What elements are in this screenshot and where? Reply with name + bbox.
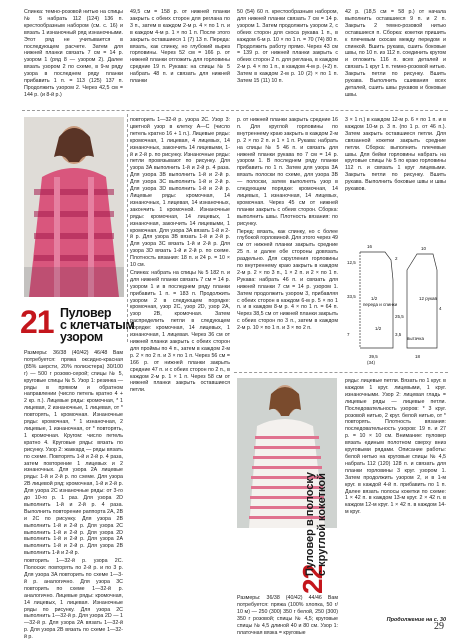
column-4-body: 3 × 1 п.) в каждом 12-м р. 6 × по 1 п. и в каждом 10-м р. 3 п. (по 1 р. от 46 п.). Затем закрыть оставшиеся петли. Для связанной кокетки закрыть средние петли. Сборка: выполнить плечевые швы. Для бейки горловины набрать на круговые спицы № 5 по краю горловины 112 п. и связать 1 круг лицевыми. Закрыть петли по рисунку. Вшить рукава. Выполнить боковые швы и швы рукавов. (345, 117, 446, 193)
column-1-top: Спинка: темно-розовой нитью на спицы № 5 набрать 112 (124) 136 п. крестообразным набором (см. с. 16) и вязать 1 изнаночный ряд изнаночными. Этот ряд не учитывается в последующем расчете. Затем для нижней планки связать 7 см = 14 р. узором 1 (ряд 8 — узором 2). Далее вязать узором 2 по схеме, в 9-м ряду узора в последнем ряду планки прибавить 1 п. = 113 (125) 137 п. Продолжить узором 2. Через 42,5 см = 144 р. (и 8-й р.) (24, 9, 123, 98)
pattern-21-number: 21 (20, 304, 54, 340)
diagram-label: переда и спинки (363, 302, 398, 307)
diagram-label: 1/2 (371, 296, 378, 301)
diagram-label: 3,5 (395, 332, 402, 337)
pattern-21-title-line-1: Пуловер (60, 306, 112, 320)
diagram-label: 4 (439, 306, 442, 311)
diagram-label: 25,5 (395, 314, 404, 319)
diagram-label: (34) (367, 360, 376, 365)
diagram-label: 39,5 (369, 354, 378, 359)
pattern-22-number: 22 (297, 564, 328, 594)
pattern-21-title-line-2: с клетчатым (60, 318, 135, 332)
diagram-label: 1/2 (375, 326, 382, 331)
divider-middle (234, 372, 448, 373)
diagram-label: 2 (395, 256, 398, 261)
pattern-22-title-line-1: Пуловер в полоску (304, 471, 316, 576)
pattern-diagram (345, 240, 447, 368)
diagram-label: 12 рукав (419, 296, 437, 301)
column-3-top: 50 (54) 60 п. крестообразным набором, для нижней планки связать 7 см = 14 р. узором 1. Затем продолжить узором 2, с обеих сторон для скоса рукава 1 п., в каждом 6-м р. 10 × по 1 п. = 70 (74) 80 п. Продолжить работу прямо. Через 43 см = 139 р. от нижней планки закрыть с обеих сторон 2 п. для реглана, в каждом 2-м р. 4 × по 1 п., в каждом 4-м р. (+2) п. Затем в каждом 2-м р. 10 (2) × по 1 п. Затем 15 (11) 10 п. (237, 9, 338, 85)
column-1-body: Размеры: 36/38 (40/42) 46/48 Вам потребуется: пряжа оксидно-красная (85% шерсти, 20% полиэстера) 30/100 г) — 500 г розово-серой; спицы № 5, круговые спицы № 5. Узор 1: резинка — ряды в прямом и обратном направлении (число петель кратно 4 + 2 кр. п.). Лицевые ряды: кромочная, * 1 лицевая, 2 изнаночные, 1 лицевая, от * повторять, 1 кромочная. Изнаночные ряды: кромочная, * 1 изнаночная, 2 лицевые, 1 изнаночная, от * повторять, 1 кромочная. Кругом: число петель кратно 4. Круговые ряды: вязать по рисунку. Узор 2: жаккард — ряды вязать по схеме. Повторять 1-й и 2-й р. 4 раза, затем повторение 1 лицевых и 2 изнаночных. Для узора 2А лицевые ряды: 1-й и 2-й р. по схеме. Для узора 2В лицевой ряд: кромочная, 1-й и 2-й р. Для узора 2С изнаночные ряды: от 3-го до 10-го р. 1 раз. Для узора 2D выполнить 1-й и 2-й р. 4 раза. Выполнить повторение раппорта 2А, 2В и 2С по рисунку. Для узора 2В выполнить 1-й и 2-й р. Для узора 2С выполнить 1-й и 2-й р. Для узора 2D выполнить 1-й и 2-й р. Для узора 2А выполнить 1-й и 2-й р. Для узора 2В выполнить 1-й и 2-й р. повторить 1—32-й р. узора 2С. Полоски: повторять по 2-й р. и по 3 р. Для узора 3A повторить по схеме 1—3-й р. аналогично. Для узора 3С повторить по схеме 1—32-й р. аналогично. Лицевые ряды: кромочная, 14 лицевых, 1 лицевая. Изнаночные ряды по рисунку. Для узора 2С выполнить 1—32-й р. Для узора 2D — 1—32-й р. Для узора 2А вязать 1—32-й р. Для узора 2В вязать по схеме 1—32-й р. (24, 350, 123, 641)
diagram-label: 18 (415, 354, 421, 359)
pattern-22-title-line-2: с круглой кокеткой (316, 473, 328, 576)
sleeve-outline (407, 254, 437, 348)
column-3-body: р. от нижней планки закрыть средние 16 п. Для круглой горловины по внутреннему краю закрыть в каждом 2-м р. 2 × по 2 п. и 1 × 1 п. Рукава: набрать на спицы № 5 46 п. и связать для нижней планки рукава по 7 см = 14 р. узором 1. В последнем ряду планки прибавить по 1 п. Затем для узора 3A вязать полоски по схеме, для узора 3B — полоски, затем выполнять узор в следующем порядке: кромочная, 14 лицевых, 1 изнаночная, 14 лицевых, кромочная. Через 45 см от нижней планки закрыть с обеих сторон. Сборка: выполнить швы. Плотность вязания: по рисунку. Перед: вязать, как спинку, но с более глубокой горловиной. Для этого через 49 см от нижней планки закрыть средние 25 п. и далее обе стороны довязать раздельно. Для скругления горловины по внутреннему краю закрыть в каждом 2-м р. 2 × по 3 п., 1 × 2 п. и 2 × по 1 п. Рукава: набрать 46 п. и связать для нижней планки 7 см = 14 р. узором 1. Затем продолжить узором 3, прибавляя с обеих сторон в каждом 6-м р. 5 × по 1 п. и в каждом 8-м р. 4 × по 1 п. = 64 п. Через 38,5 см от нижней планки закрыть с обеих сторон по 3 п., затем в каждом 2-м р. 10 × по 1 п. и 3 × по 2 п. (237, 117, 338, 332)
column-2-top: 49,5 см = 158 р. от нижней планки закрыть с обеих сторон для реглана по 3 п., затем в каждом 2-м р. 4 × по 1 п. и в каждом 4-м р. 1 × по 1 п. После этого закрыть оставшиеся 1 (7) 13 п. Переда: вязать, как спинку, но глубокий вырез горловины. Через 52 см = 166 р. от нижней планки отложить для горловины средние 19 п. Рукава: на спицы № 5 набрать 48 п. и связать для нижней планки (130, 9, 230, 85)
continue-note: Продолжение на с. 30 (386, 617, 446, 623)
diagram-label: 12,5 (347, 260, 356, 265)
divider-top (22, 110, 448, 111)
diagram-label: 10 (421, 246, 427, 251)
column-4-top: 42 р. (18,5 см = 58 р.) от начала выполнить оставшиеся 9 п. и 2 п. Закрыть 2 темно-розовой нитью оставшиеся п. Сборка: кокетки пришить к плечевым скосам между передом и спинкой. Вшить рукава, сшить боковые швы, по 10 п. из 112 п. соединить кругом и отложить 116 п. всех деталей и связать 1 круг 1 п. темно-розовой нитью. Закрыть петли по рисунку. Вшить рукава. Выполнить сшивания всех деталей, сшить швы рукавов и боковые швы. (345, 9, 446, 98)
diagram-label: 33,5 (347, 294, 356, 299)
column-2-body: повторить 1—32-й р. узора 2С. Узор 3: цветной узор в клетку А—С (число петель кратно 16 + 1 п.). Лицевые ряды: кромочная, 1 лицевая, 4 лицевых, 14 изнаночных, закончить 14 лицевыми, 1-й и 2-й р. по рисунку. Изнаночные ряды: петли провязывают по рисунку. Для узора 3A выполнить 1-й и 2-й р. 4 раза. Для узора 3B выполнить 1-й и 2-й р. Для узора 3C выполнить 1-й и 2-й р. Для узора 3D выполнить 1-й и 2-й р. Лицевые ряды: кромочная, 14 изнаночных, 1 лицевая, 14 изнаночных, закончить 1 кромочной. Изнаночные ряды: кромочная, 14 лицевых, 1 изнаночная, закончить 14 лицевыми, 1 кромочная. Для узора 3A вязать 1-й и 2-й р. Для узора 3B вязать 1-й и 2-й р. Для узора 3C вязать 1-й и 2-й р. Для узора 3D вязать 1-й и 2-й р. по схеме. Плотность вязания: 18 п. и 24 р. = 10 × 10 см. Спинка: набрать на спицы № 5 182 п. и для нижней планки связать 7 см = 14 р. узором 1 и в последнем ряду планки прибавить 1 п. = 183 п. Продолжить узором 2 в следующем порядке: кромочная, узор 2С, узор 2D, узор 2А, узор 2В, кромочная. Затем распределить петли в следующем порядке: кромочная, 14 лицевых, 1 изнаночная, 1 лицевая. Через 36 см от нижней планки закрыть с обеих сторон для проймы по 4 п., затем в каждом 2-м р. 2 × по 2 п. и 3 × по 1 п. Через 56 см = 166 р. от нижней планки закрыть средние 47 п. и с обеих сторон по 2 п., в каждом 2-м р. 1 × 1 п. Через 58 см от нижней планки закрыть оставшиеся петли. (130, 117, 230, 394)
divider-vertical-1 (127, 114, 128, 342)
page-number: 29 (434, 621, 444, 632)
diagram-label: вытачка (407, 336, 424, 341)
column-4-bottom: ряды: лицевые петли. Вязать по 1 круг. в каждом 1 круг. лицевыми, 1 круг. изнаночными. Узор 2: лицевая гладь = лицевые ряды — лицевые петли. Последовательность узоров: * 3 круг. розовой нитью, 2 круг. белой нитью, от * повторять. Плотность вязания: последовательность узоров: 19 п. и 27 р. = 10 × 10 см. Внимание: пуловер вязать единым полотном сверху вниз круговыми рядами. Описание работы: белой нитью на круговые спицы № 4,5 набрать 112 (120) 128 п. и связать для планки горловины 3 круг. узором 1. Затем продолжить узором 2, и в 1-м круг. в каждой 4-й п. прибавить по 1 п. Далее вязать полосы кокетки по схеме: 1 × 42 п. в каждом 13-м круг. 2 × 42 п. в каждом 12-м круг. 1 × 42 п. в каждом 14-м круг. (345, 378, 446, 516)
diagram-label: 7 (347, 332, 350, 337)
sweater-photo-illustration (24, 117, 124, 297)
diagram-label: 16 (367, 244, 373, 249)
pattern-21-title-line-3: узором (60, 330, 103, 344)
pattern-21-photo (24, 117, 124, 297)
column-3-bottom: Размеры: 36/38 (40/42) 44/46 Вам потребуется: пряжа (100% хлопка, 50 г/ 10 м) — 250 (300) 350 г белой, 250 (300) 350 г розовой; спицы № 4,5; круговые спицы № 4,5 длиной 40 и 80 см. Узор 1: платочная вязка = круговые (237, 595, 338, 636)
